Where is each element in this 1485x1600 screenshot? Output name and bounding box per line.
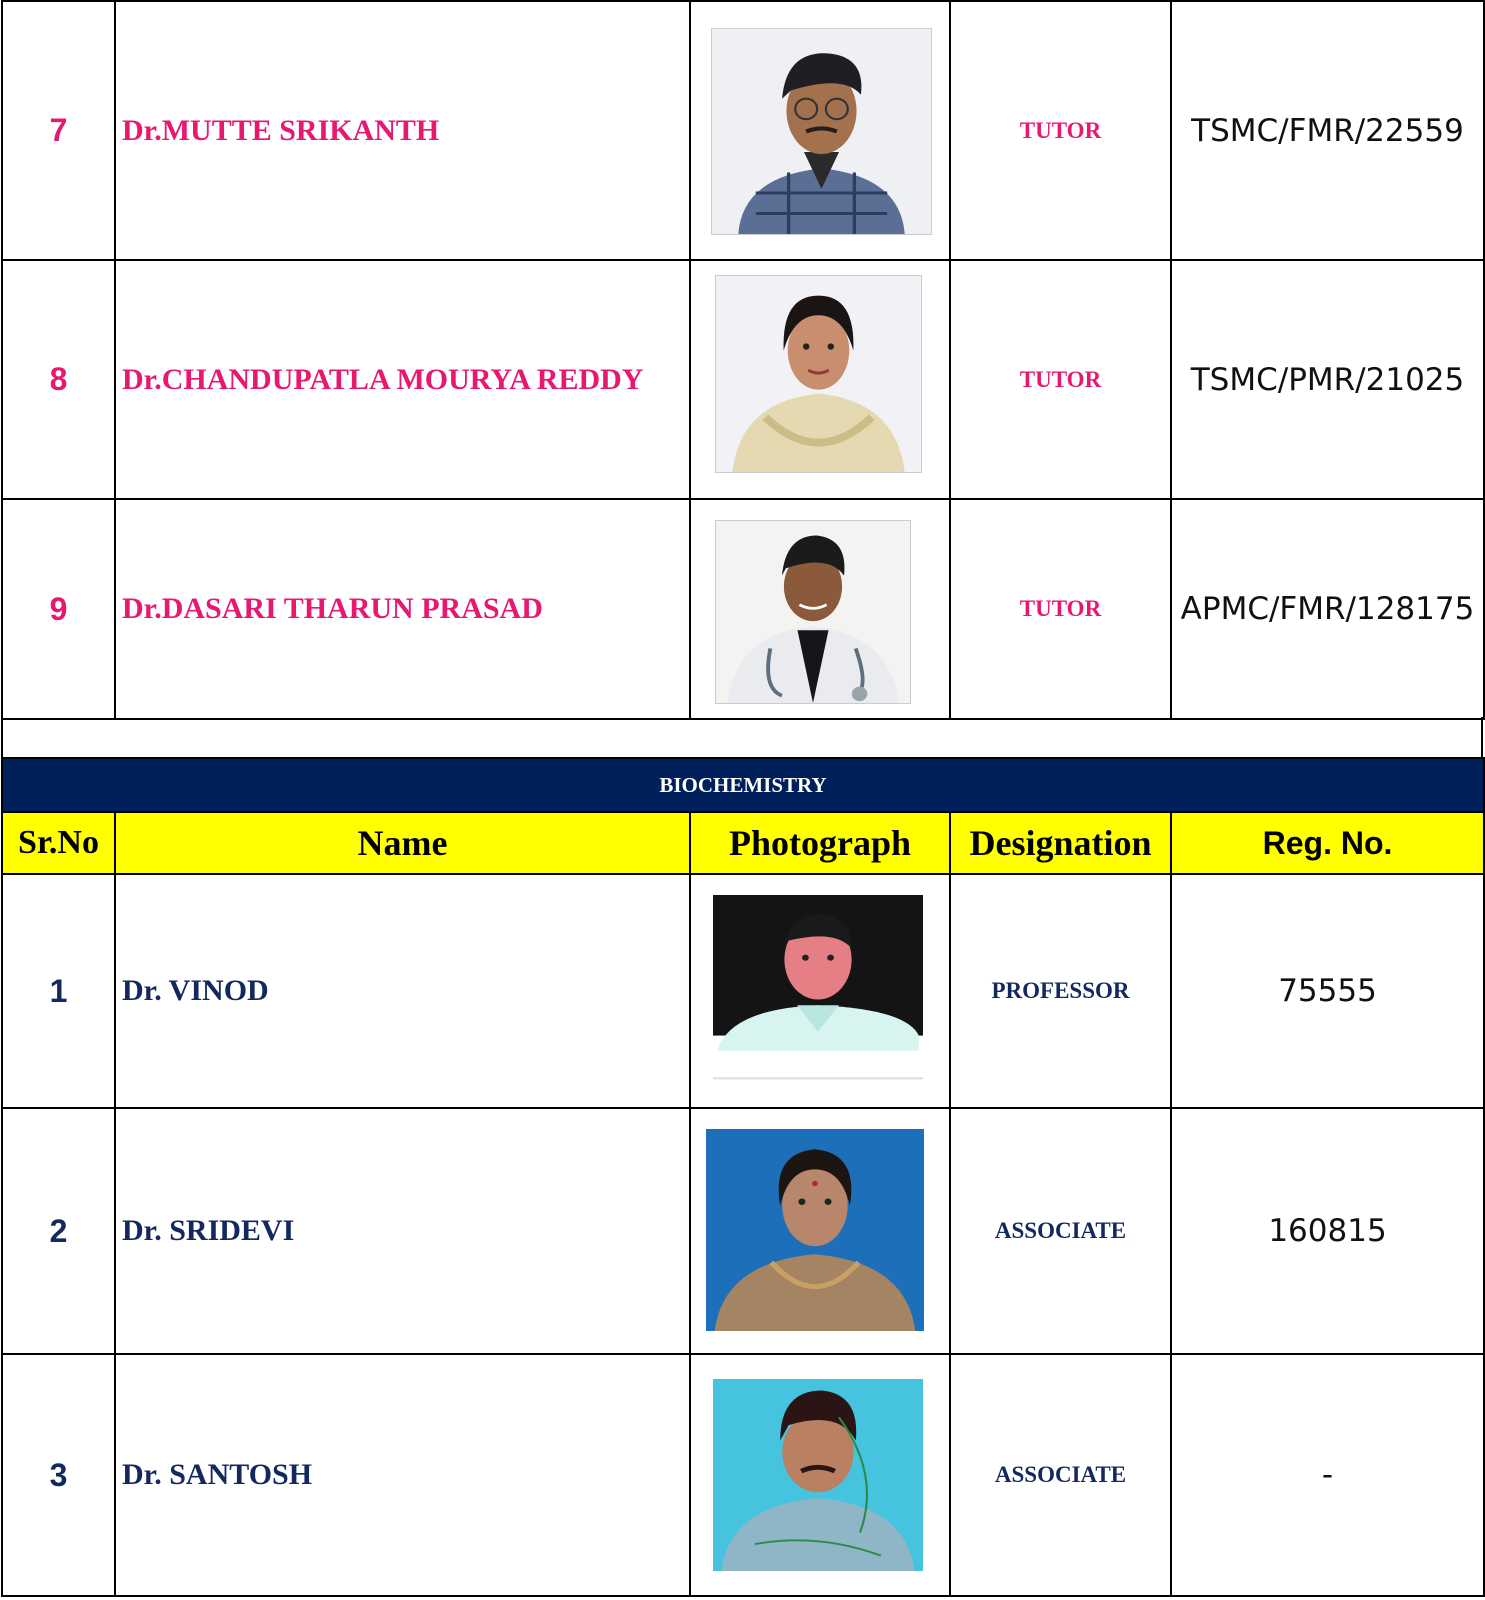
header-designation: Designation	[950, 812, 1171, 874]
biochemistry-table	[1, 757, 1485, 1597]
reg-no: 160815	[1171, 1108, 1484, 1354]
faculty-photo	[711, 28, 932, 235]
faculty-photo	[706, 1129, 924, 1331]
faculty-photo	[715, 520, 911, 704]
designation: ASSOCIATE	[950, 1354, 1171, 1596]
table-row	[2, 260, 1484, 499]
designation: TUTOR	[950, 1, 1171, 260]
faculty-name: Dr.DASARI THARUN PRASAD	[115, 499, 690, 719]
designation: TUTOR	[950, 260, 1171, 499]
reg-no: APMC/FMR/128175	[1171, 499, 1484, 719]
photo-cell	[690, 1108, 950, 1354]
sr-no: 2	[2, 1108, 115, 1354]
photo-cell	[690, 874, 950, 1108]
faculty-photo	[713, 1379, 923, 1571]
photo-cell	[690, 1, 950, 260]
faculty-name: Dr. VINOD	[115, 874, 690, 1108]
photo-cell	[690, 499, 950, 719]
faculty-photo	[713, 895, 923, 1085]
sr-no: 3	[2, 1354, 115, 1596]
table-row	[2, 1354, 1484, 1596]
faculty-name: Dr. SANTOSH	[115, 1354, 690, 1596]
header-name: Name	[115, 812, 690, 874]
designation: TUTOR	[950, 499, 1171, 719]
table-row	[2, 499, 1484, 719]
reg-no: TSMC/FMR/22559	[1171, 1, 1484, 260]
faculty-photo	[715, 275, 922, 473]
header-row	[2, 812, 1484, 874]
sr-no: 8	[2, 260, 115, 499]
table-row	[2, 874, 1484, 1108]
table-row	[2, 1108, 1484, 1354]
header-reg-no: Reg. No.	[1171, 812, 1484, 874]
designation: PROFESSOR	[950, 874, 1171, 1108]
photo-cell	[690, 260, 950, 499]
sr-no: 7	[2, 1, 115, 260]
section-spacer	[1, 717, 1483, 757]
faculty-name: Dr.MUTTE SRIKANTH	[115, 1, 690, 260]
section-title: BIOCHEMISTRY	[2, 758, 1484, 812]
table-row	[2, 1, 1484, 260]
sr-no: 9	[2, 499, 115, 719]
header-photograph: Photograph	[690, 812, 950, 874]
sr-no: 1	[2, 874, 115, 1108]
tutor-table	[1, 0, 1485, 720]
photo-cell	[690, 1354, 950, 1596]
reg-no: 75555	[1171, 874, 1484, 1108]
header-sr-no: Sr.No	[2, 812, 115, 874]
faculty-name: Dr.CHANDUPATLA MOURYA REDDY	[115, 260, 690, 499]
designation: ASSOCIATE	[950, 1108, 1171, 1354]
faculty-name: Dr. SRIDEVI	[115, 1108, 690, 1354]
reg-no: TSMC/PMR/21025	[1171, 260, 1484, 499]
reg-no: -	[1171, 1354, 1484, 1596]
